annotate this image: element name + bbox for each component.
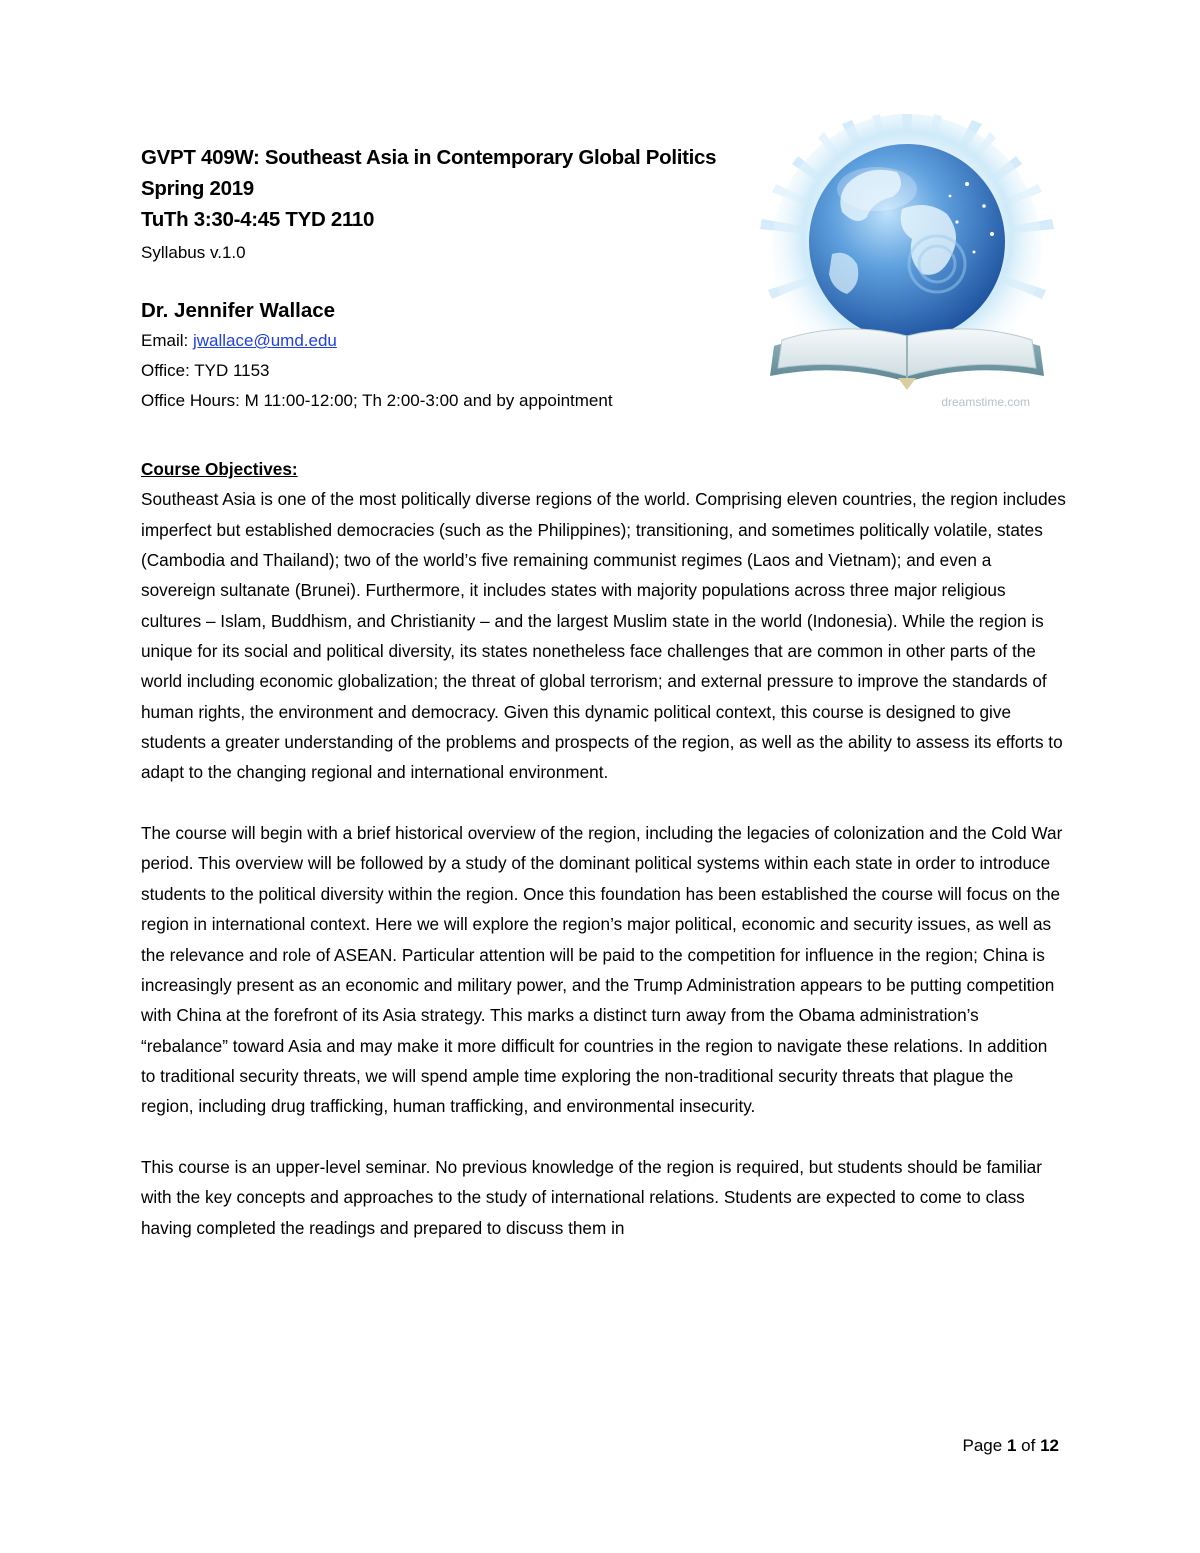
syllabus-version: Syllabus v.1.0 xyxy=(141,243,246,262)
email-link[interactable]: jwallace@umd.edu xyxy=(192,331,337,350)
globe-book-image xyxy=(752,114,1062,429)
page-word: Page xyxy=(962,1436,1003,1455)
paragraph-gap xyxy=(141,788,1066,818)
objectives-paragraph-1: Southeast Asia is one of the most politically diverse regions of the world. Comprising eleven countries, the region includes imperfect but established democracies (such as the Philippines); transitioning, and sometimes politically volatile, states (Cambodia and Thailand); two of the world’s five remaining communist regimes (Laos and Vietnam); and even a sovereign sultanate (Brunei). Furthermore, it includes states with majority populations across three major religious cultures – Islam, Buddhism, and Christianity – and the largest Muslim state in the world (Indonesia). While the region is unique for its social and political diversity, its states nonetheless face challenges that are common in other parts of the world including economic globalization; the threat of global terrorism; and external pressure to improve the standards of human rights, the environment and democracy. Given this dynamic political context, this course is designed to give students a greater understanding of the problems and prospects of the region, as well as the ability to assess its efforts to adapt to the changing regional and international environment. xyxy=(141,489,1066,783)
objectives-paragraph-2: The course will begin with a brief historical overview of the region, including the legacies of colonization and the Cold War period. This overview will be followed by a study of the dominant political systems within each state in order to introduce students to the political diversity within the region. Once this foundation has been established the course will focus on the region in international context. Here we will explore the region’s major political, economic and security issues, as well as the relevance and role of ASEAN. Particular attention will be paid to the competition for influence in the region; China is increasingly present as an economic and military power, and the Trump Administration appears to be putting competition with China at the forefront of its Asia strategy. This marks a distinct turn away from the Obama administration’s “rebalance” toward Asia and may make it more difficult for countries in the region to navigate these relations. In addition to traditional security threats, we will spend ample time exploring the non-traditional security threats that plague the region, including drug trafficking, human trafficking, and environmental insecurity. xyxy=(141,823,1063,1117)
email-line xyxy=(141,326,781,356)
course-header xyxy=(141,142,781,416)
course-objectives-section xyxy=(141,454,1066,1243)
globe-icon xyxy=(809,144,1005,340)
course-title: GVPT 409W: Southeast Asia in Contemporary Global Politics xyxy=(141,146,717,169)
email-label: Email: xyxy=(141,331,193,350)
office-hours-line: Office Hours: M 11:00-12:00; Th 2:00-3:00 and by appointment xyxy=(141,391,613,410)
course-schedule: TuTh 3:30-4:45 TYD 2110 xyxy=(141,208,375,231)
office-line: Office: TYD 1153 xyxy=(141,361,270,380)
paragraph-gap xyxy=(141,1122,1066,1152)
current-page: 1 xyxy=(1006,1436,1017,1455)
objectives-paragraph-3: This course is an upper-level seminar. No previous knowledge of the region is required, but students should be familiar with the key concepts and approaches to the study of international relations. Students are expected to come to class having completed the readings and prepared to discuss them in xyxy=(141,1156,1042,1238)
course-term: Spring 2019 xyxy=(141,177,254,200)
page-number xyxy=(963,1433,1059,1459)
total-pages: 12 xyxy=(1040,1436,1059,1455)
open-book-icon xyxy=(770,329,1044,390)
course-objectives-heading: Course Objectives: xyxy=(141,459,298,479)
instructor-name: Dr. Jennifer Wallace xyxy=(141,299,336,322)
watermark-text: dreamstime.com xyxy=(941,395,1030,409)
of-word: of xyxy=(1021,1436,1036,1455)
